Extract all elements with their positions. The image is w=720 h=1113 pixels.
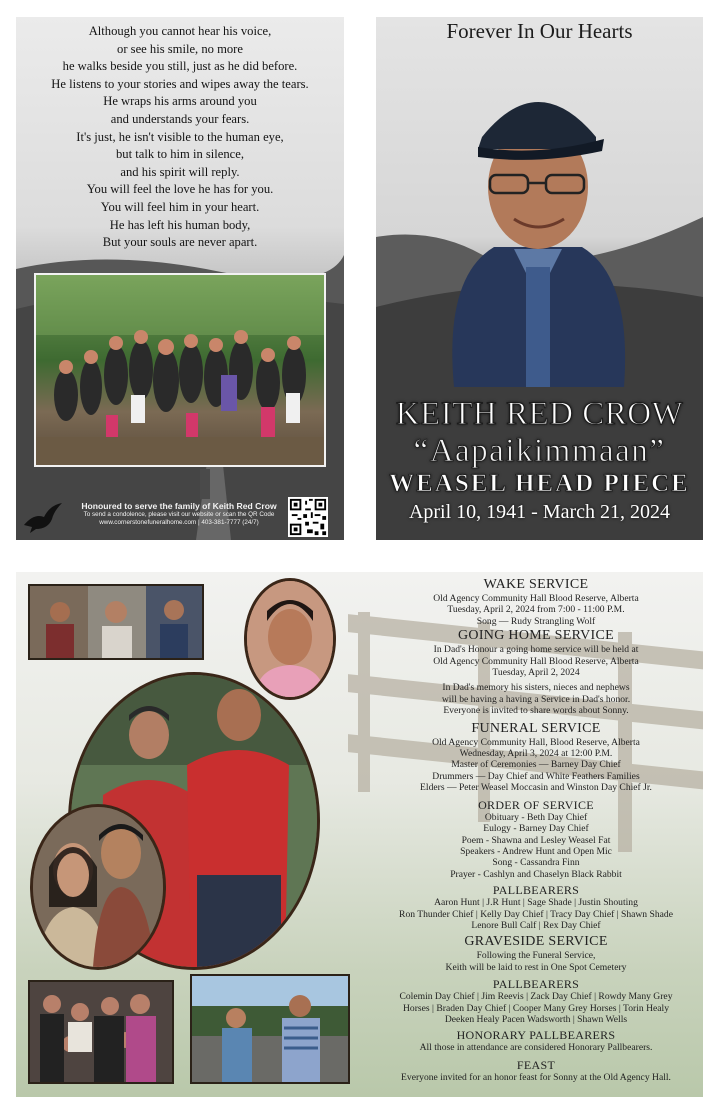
program-line: Old Agency Community Hall, Blood Reserve, Alberta	[432, 736, 640, 748]
pallbearers-heading-2: PALLBEARERS	[492, 977, 580, 992]
program-line: Aaron Hunt | J.R Hunt | Sage Shade | Justin Shouting	[434, 897, 638, 909]
photo-two-men-outdoors	[190, 974, 350, 1084]
website-phone-line[interactable]: www.cornerstonefuneralhome.com | 403-381-7777 (24/7)	[99, 519, 259, 527]
program-line: Everyone invited for an honor feast for Sonny at the Old Agency Hall.	[401, 1071, 671, 1083]
program-line: Colemin Day Chief | Jim Reevis | Zack Day Chief | Rowdy Many Grey	[399, 991, 673, 1003]
program-line: In Dad's memory his sisters, nieces and nephews	[442, 682, 630, 694]
program-line: Tuesday, April 2, 2024	[492, 667, 580, 679]
poem-panel	[16, 17, 344, 540]
oval-portrait-young	[244, 578, 336, 700]
pallbearers-heading: PALLBEARERS	[492, 883, 580, 898]
oval-vintage-couple	[30, 804, 166, 970]
poem-line: but talk to him in silence,	[115, 147, 245, 162]
poem-line: or see his smile, no more	[117, 41, 243, 56]
program-line: Speakers - Andrew Hunt and Open Mic	[460, 845, 612, 857]
graveside-service-heading: GRAVESIDE SERVICE	[464, 934, 608, 950]
deceased-name-block	[376, 395, 703, 525]
deceased-nickname: “Aapaikimmaan”	[413, 433, 666, 469]
young-portrait-illustration	[247, 581, 333, 697]
funeral-home-footer	[16, 495, 344, 540]
program-line: Old Agency Community Hall Blood Reserve, Alberta	[433, 655, 639, 667]
service-program	[367, 576, 703, 1083]
program-line: Lenore Bull Calf | Rex Day Chief	[471, 919, 601, 931]
poem-line: You will feel the love he has for you.	[86, 182, 274, 197]
collage-photo-top	[28, 584, 204, 660]
program-line: Keith will be laid to rest in One Spot Cemetery	[445, 961, 627, 973]
going-home-heading: GOING HOME SERVICE	[458, 628, 614, 644]
program-line: Song - Cassandra Finn	[492, 857, 580, 869]
program-line: will be having a having a Service in Dad's honor.	[441, 693, 631, 705]
program-line: Ron Thunder Chief | Kelly Day Chief | Tracy Day Chief | Shawn Shade	[399, 908, 673, 920]
poem-line: You will feel him in your heart.	[100, 199, 260, 214]
program-line: Following the Funeral Service,	[476, 950, 596, 962]
feast-heading: FEAST	[516, 1057, 556, 1072]
poem-line: he walks beside you still, just as he did before.	[62, 59, 298, 74]
honour-line: Honoured to serve the family of Keith Red Crow	[81, 501, 277, 511]
order-of-service-heading: ORDER OF SERVICE	[478, 797, 594, 812]
cover-title: Forever In Our Hearts	[446, 19, 633, 43]
life-dates: April 10, 1941 - March 21, 2024	[408, 501, 671, 523]
poem-line: and understands your fears.	[110, 111, 250, 126]
program-line: Drummers — Day Chief and White Feathers Families	[432, 770, 640, 782]
program-line: Prayer - Cashlyn and Chaselyn Black Rabbit	[450, 868, 622, 880]
family-bottom-left-illustration	[30, 982, 172, 1082]
program-line: Old Agency Community Hall Blood Reserve, Alberta	[433, 593, 639, 604]
poem-line: But your souls are never apart.	[102, 235, 258, 250]
program-line: Master of Ceremonies — Barney Day Chief	[451, 759, 621, 771]
program-line: Eulogy - Barney Day Chief	[483, 823, 589, 835]
program-line: Song — Rudy Strangling Wolf	[476, 615, 596, 627]
program-line: Everyone is invited to share words about Sonny.	[443, 705, 629, 717]
vintage-couple-illustration	[33, 807, 163, 967]
poem-line: He wraps his arms around you	[103, 94, 257, 109]
two-men-illustration	[192, 976, 348, 1082]
condolence-line: To send a condolence, please visit our website or scan the QR Code	[83, 511, 275, 518]
poem-line: and his spirit will reply.	[120, 164, 240, 179]
family-group-photo	[34, 273, 326, 467]
program-line: Poem - Shawna and Lesley Weasel Fat	[461, 834, 611, 846]
qr-code-icon[interactable]	[288, 497, 328, 537]
program-line: Wednesday, April 3, 2024 at 12:00 P.M.	[459, 748, 613, 760]
poem-line: He listens to your stories and wipes away the tears.	[51, 76, 309, 91]
program-line: Obituary - Beth Day Chief	[484, 811, 588, 823]
raven-logo-icon	[22, 499, 64, 535]
family-group-illustration	[36, 275, 324, 465]
deceased-native-name: WEASEL HEAD PIECE	[389, 470, 690, 497]
poem-line: He has left his human body,	[109, 217, 251, 232]
funeral-home-text	[70, 501, 288, 528]
wake-service-heading: WAKE SERVICE	[483, 577, 589, 592]
program-line: Horses | Braden Day Chief | Cooper Many Grey Horses | Torin Healy	[402, 1002, 669, 1014]
program-line: All those in attendance are considered Honorary Pallbearers.	[419, 1042, 653, 1054]
collage-illustration	[30, 586, 202, 658]
poem-text	[22, 23, 338, 252]
program-line: Elders — Peter Weasel Moccasin and Winston Day Chief Jr.	[420, 782, 652, 794]
family-photo-bottom-left	[28, 980, 174, 1084]
poem-line: Although you cannot hear his voice,	[88, 24, 272, 38]
portrait-photo	[434, 67, 642, 387]
deceased-name: KEITH RED CROW	[395, 396, 684, 432]
poem-line: It's just, he isn't visible to the human eye,	[76, 129, 284, 144]
funeral-service-heading: FUNERAL SERVICE	[471, 720, 601, 736]
inside-panel	[16, 572, 703, 1097]
program-line: Deeken Healy Pacen Wadsworth | Shawn Wells	[444, 1013, 628, 1025]
program-line: In Dad's Honour a going home service will be held at	[433, 644, 639, 656]
cover-panel	[376, 17, 703, 540]
honorary-pallbearers-heading: HONORARY PALLBEARERS	[456, 1028, 616, 1043]
program-line: Tuesday, April 2, 2024 from 7:00 - 11:00 P.M.	[447, 604, 625, 616]
